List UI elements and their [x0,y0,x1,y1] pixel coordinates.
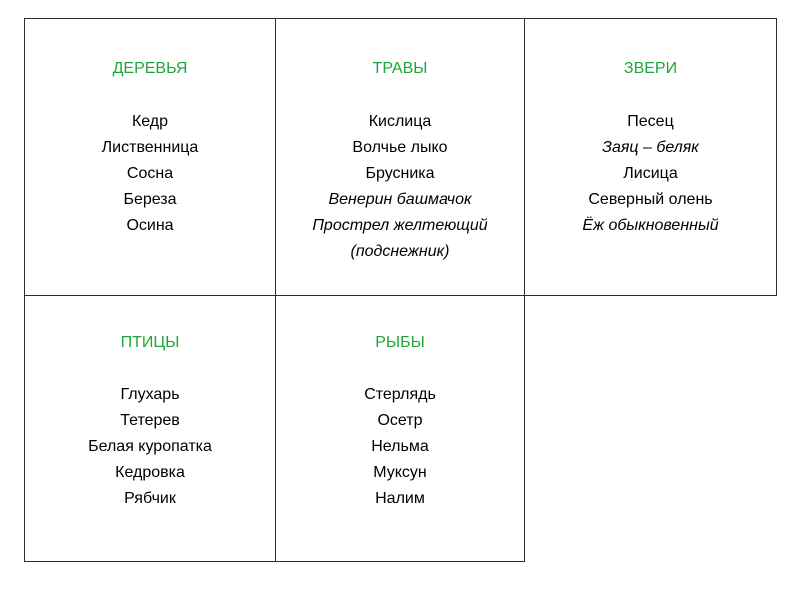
item-list-trees [25,109,275,239]
list-item: Кедровка [115,464,185,481]
cell-birds [24,295,276,562]
list-item: Брусника [365,165,435,182]
list-item: Заяц – беляк [602,139,699,156]
list-item: Рябчик [124,490,176,507]
list-item: Лиственница [101,139,199,156]
list-item: Муксун [373,464,427,481]
item-list-fish [276,382,524,512]
list-item: Белая куропатка [88,438,212,455]
list-item: Волчье лыко [352,139,448,156]
list-item: Ёж обыкновенный [582,217,719,234]
list-item: Песец [627,113,674,130]
item-list-birds [25,382,275,512]
cell-fish [275,295,525,562]
category-title-animals: ЗВЕРИ [623,60,678,77]
list-item: Береза [123,191,177,208]
category-title-fish: РЫБЫ [375,334,425,351]
item-list-animals [525,109,776,239]
list-item: Северный олень [588,191,713,208]
cell-animals [524,18,777,296]
list-item: Глухарь [120,386,180,403]
list-item: Тетерев [120,412,180,429]
list-item: Кислица [368,113,432,130]
list-item: Стерлядь [364,386,436,403]
list-item: (подснежник) [350,243,450,260]
cell-herbs [275,18,525,296]
list-item: Осетр [377,412,423,429]
item-list-herbs [276,109,524,265]
list-item: Нельма [371,438,429,455]
cell-trees [24,18,276,296]
list-item: Прострел желтеющий [312,217,488,234]
list-item: Венерин башмачок [328,191,472,208]
category-title-trees: ДЕРЕВЬЯ [112,60,188,77]
list-item: Лисица [623,165,678,182]
category-title-birds: ПТИЦЫ [120,334,180,351]
list-item: Кедр [131,113,169,130]
list-item: Осина [126,217,174,234]
list-item: Сосна [126,165,174,182]
list-item: Налим [375,490,425,507]
category-title-herbs: ТРАВЫ [372,60,428,77]
